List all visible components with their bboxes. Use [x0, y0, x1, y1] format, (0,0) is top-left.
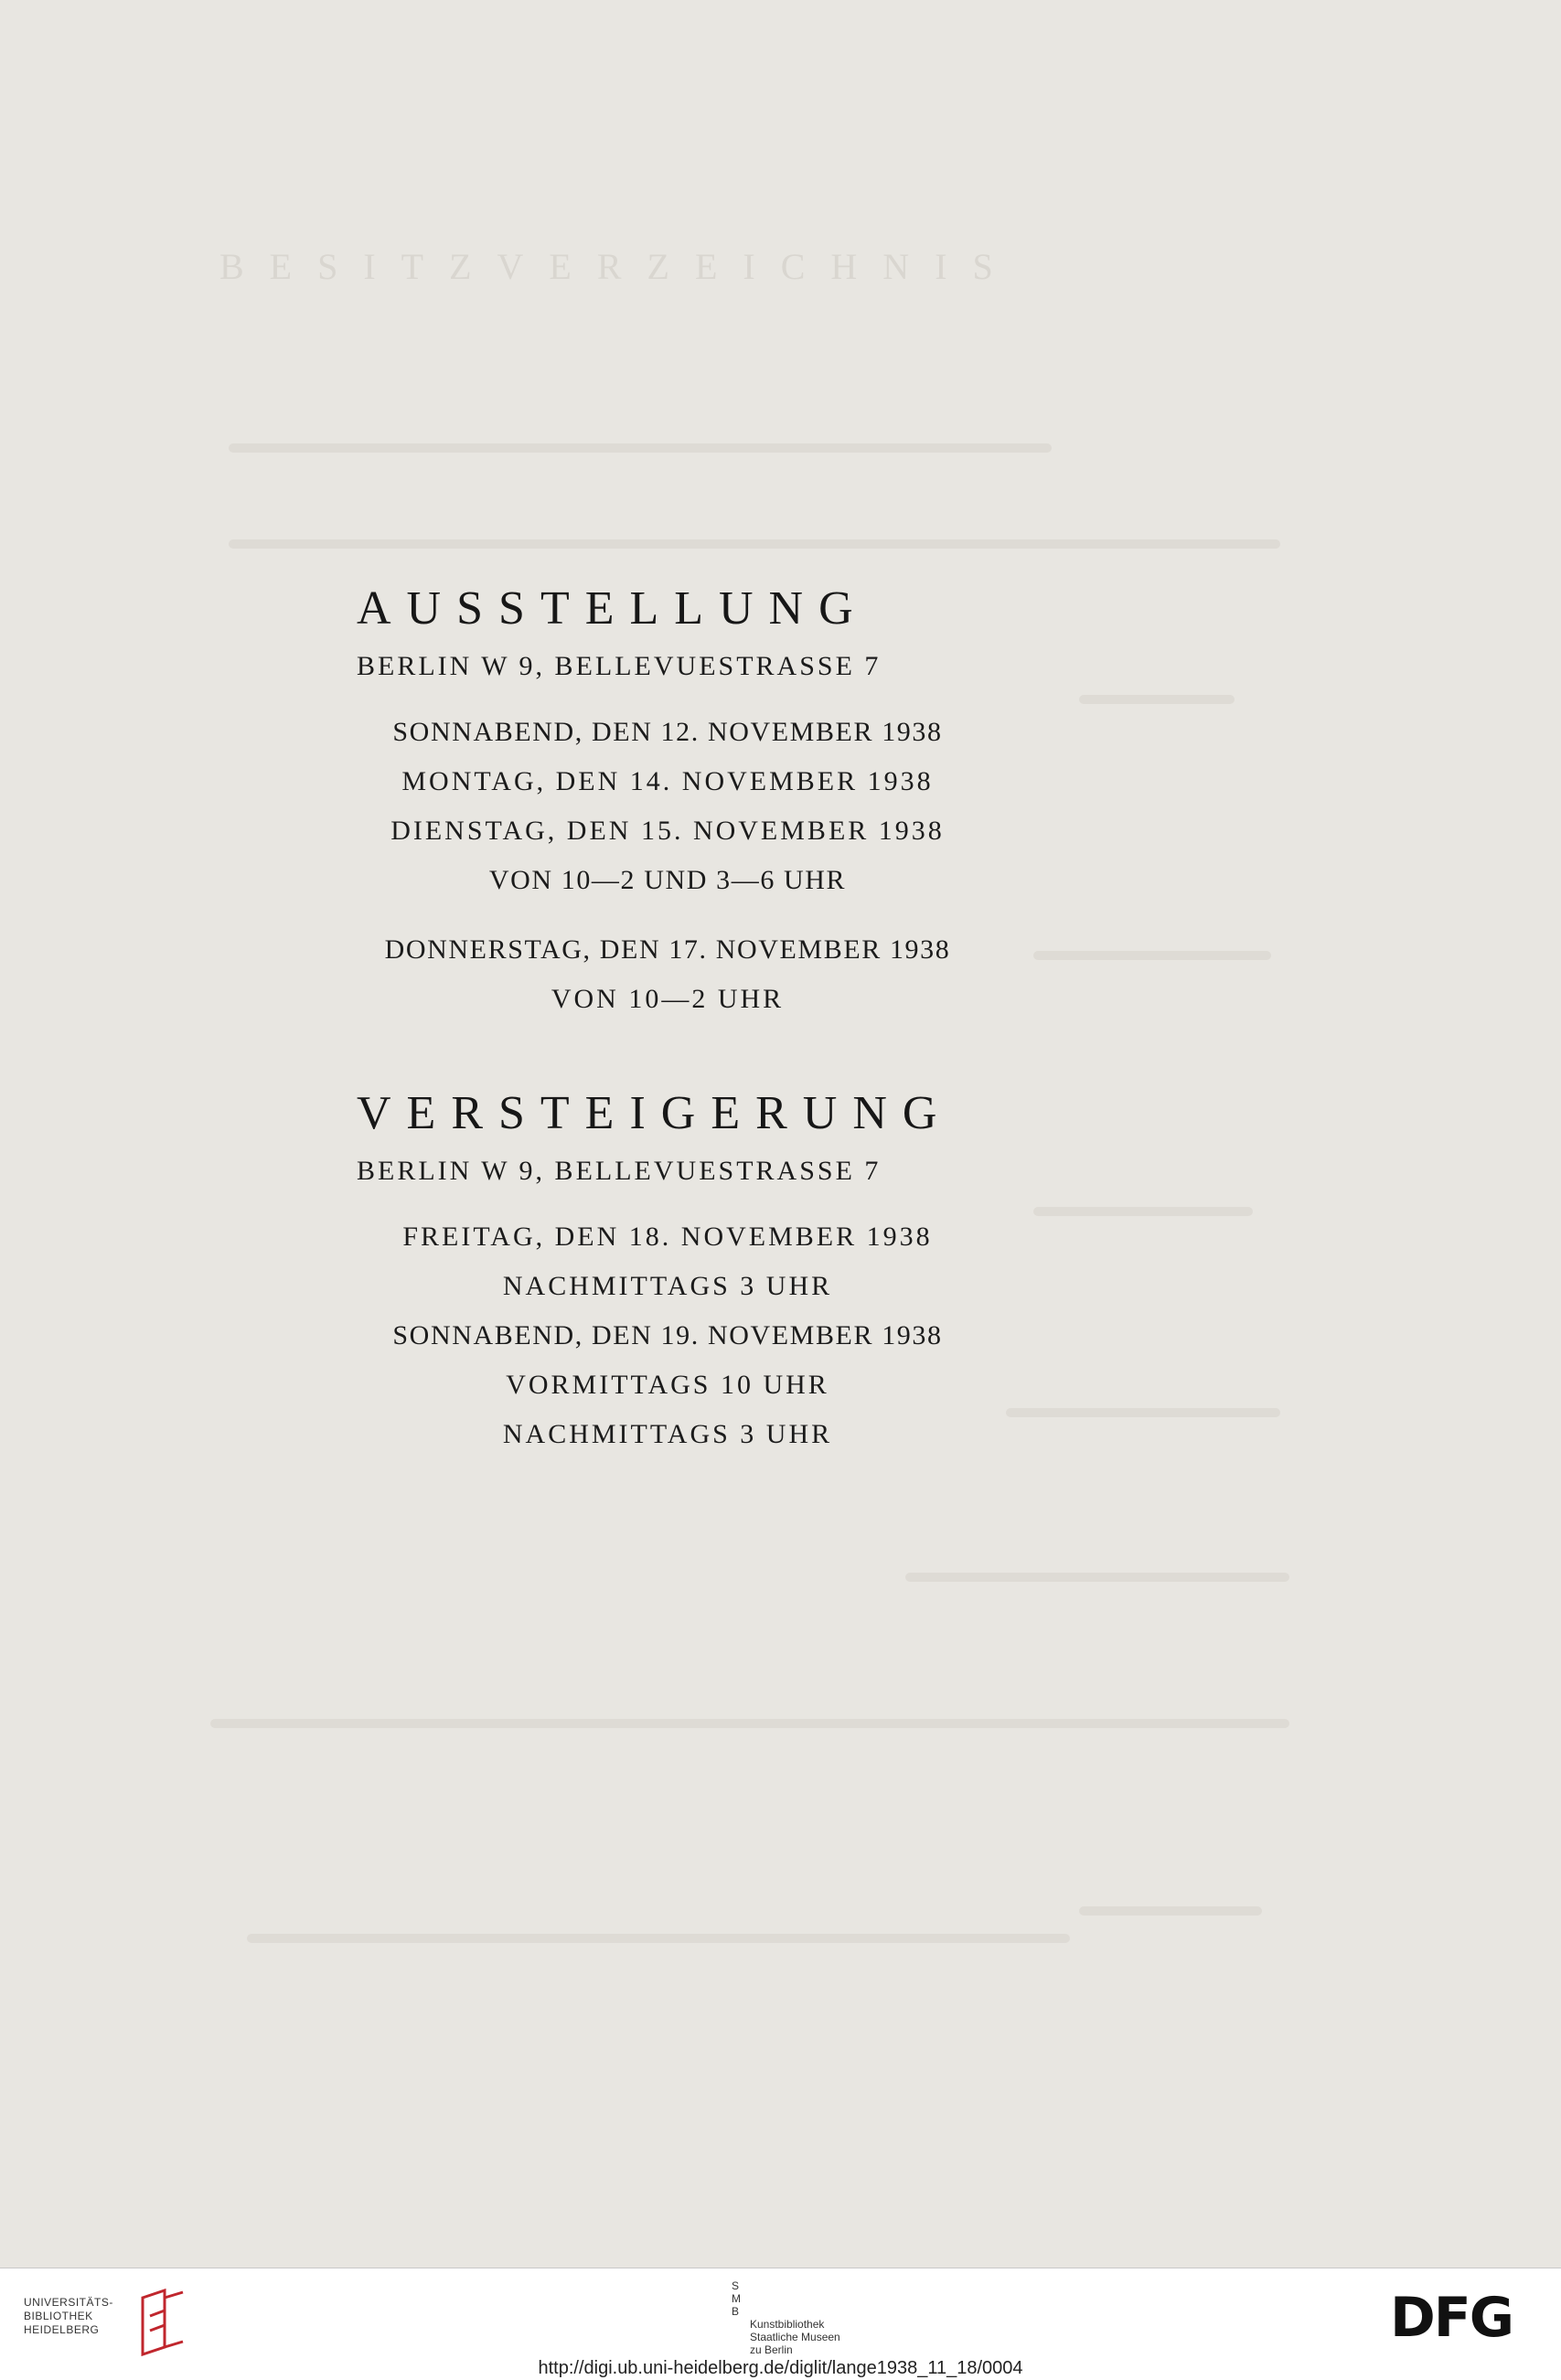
- show-through-line: [1006, 1408, 1280, 1417]
- auction-date: SONNABEND, DEN 19. NOVEMBER 1938: [392, 1320, 943, 1350]
- show-through-line: [1033, 1207, 1253, 1216]
- auction-date: FREITAG, DEN 18. NOVEMBER 1938: [402, 1222, 933, 1252]
- exhibition-hours: VON 10—2 UHR: [551, 984, 785, 1014]
- show-through-line: [229, 443, 1052, 453]
- show-through-line: [905, 1573, 1289, 1582]
- auction-time: NACHMITTAGS 3 UHR: [502, 1271, 833, 1301]
- exhibition-date: DONNERSTAG, DEN 17. NOVEMBER 1938: [384, 934, 951, 965]
- auction-section: [357, 1087, 978, 1459]
- smb-line: Staatliche Museen: [750, 2331, 840, 2343]
- show-through-heading: BESITZVERZEICHNIS: [219, 246, 1019, 287]
- smb-line: Kunstbibliothek: [750, 2318, 825, 2331]
- show-through-line: [247, 1934, 1070, 1943]
- source-url[interactable]: http://digi.ub.uni-heidelberg.de/diglit/lange1938_11_18/0004: [538, 2358, 1023, 2378]
- ub-line: HEIDELBERG: [24, 2323, 100, 2336]
- smb-mark-letter: M: [732, 2292, 741, 2305]
- ub-heidelberg-label: [24, 2296, 113, 2337]
- show-through-line: [1079, 695, 1235, 704]
- ub-line: UNIVERSITÄTS-: [24, 2296, 113, 2309]
- show-through-line: [210, 1719, 1289, 1728]
- ub-heidelberg-logo-icon: [137, 2289, 188, 2356]
- exhibition-date: DIENSTAG, DEN 15. NOVEMBER 1938: [390, 816, 945, 846]
- show-through-line: [1033, 951, 1271, 960]
- exhibition-hours: VON 10—2 UND 3—6 UHR: [488, 865, 847, 895]
- exhibition-address: BERLIN W 9, BELLEVUESTRASSE 7: [357, 651, 882, 681]
- exhibition-date: MONTAG, DEN 14. NOVEMBER 1938: [401, 766, 934, 796]
- show-through-line: [229, 539, 1280, 549]
- show-through-line: [1079, 1906, 1262, 1916]
- auction-heading: VERSTEIGERUNG: [357, 1087, 953, 1139]
- smb-line: zu Berlin: [750, 2343, 793, 2356]
- exhibition-heading: AUSSTELLUNG: [357, 582, 869, 635]
- exhibition-section: [357, 582, 978, 1024]
- ub-line: BIBLIOTHEK: [24, 2310, 93, 2322]
- auction-time: VORMITTAGS 10 UHR: [506, 1370, 829, 1400]
- dfg-logo: DFG: [1390, 2286, 1513, 2350]
- smb-mark-letter: S: [732, 2279, 740, 2292]
- digitization-footer: [0, 2268, 1561, 2380]
- auction-time: NACHMITTAGS 3 UHR: [502, 1419, 833, 1449]
- smb-mark-letter: B: [732, 2305, 740, 2318]
- auction-address: BERLIN W 9, BELLEVUESTRASSE 7: [357, 1156, 882, 1186]
- smb-mark: [732, 2279, 744, 2305]
- exhibition-date: SONNABEND, DEN 12. NOVEMBER 1938: [392, 717, 943, 747]
